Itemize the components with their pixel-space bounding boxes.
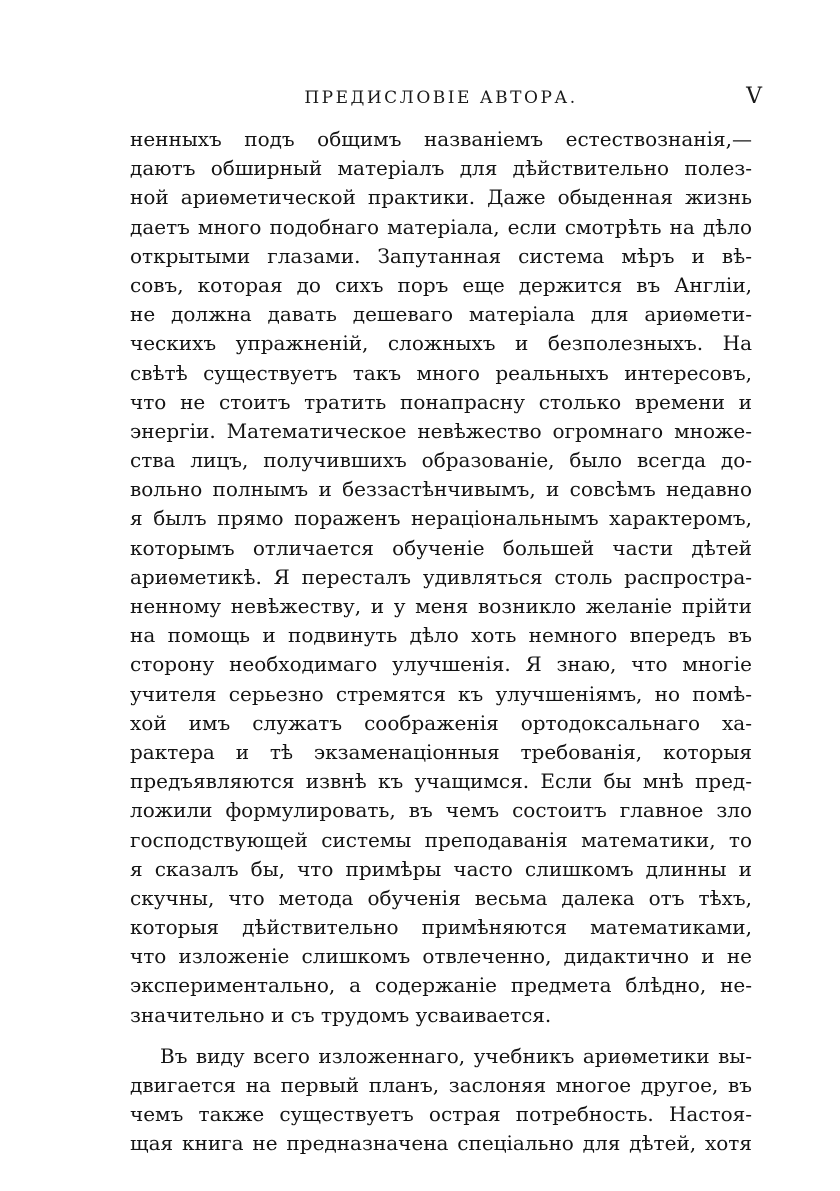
text-line: которыя дѣйствительно примѣняются математиками,	[130, 915, 752, 940]
text-line: свѣтѣ существуетъ такъ много реальныхъ интересовъ,	[130, 360, 752, 385]
text-line: чемъ также существуетъ острая потребность. Настоя-	[130, 1102, 752, 1127]
text-line: хой имъ служатъ соображенія ортодоксальнаго ха-	[130, 710, 752, 735]
text-line: ненныхъ подъ общимъ названіемъ естествознанія,—	[130, 127, 752, 151]
text-line: рактера и тѣ экзаменаціонныя требованія, которыя	[130, 739, 752, 764]
text-line: скучны, что метода обученія весьма далека отъ тѣхъ,	[130, 885, 752, 910]
text-line: совъ, которая до сихъ поръ еще держится въ Англіи,	[130, 272, 752, 297]
text-line: на помощь и подвинуть дѣло хоть немного впередъ въ	[130, 623, 752, 648]
text-line: не должна давать дешеваго матеріала для ариѳмети-	[130, 302, 752, 327]
text-line: ариѳметикѣ. Я пересталъ удивляться столь распростра-	[130, 564, 752, 589]
text-line: даютъ обширный матеріалъ для дѣйствительно полез-	[130, 156, 752, 181]
text-line: сторону необходимаго улучшенія. Я знаю, что многіе	[130, 652, 752, 677]
text-line: которымъ отличается обученіе большей части дѣтей	[130, 535, 752, 560]
body-text	[130, 125, 752, 1159]
page-header	[130, 84, 762, 114]
text-line: что не стоитъ тратить понапрасну столько времени и	[130, 389, 752, 414]
text-line: щая книга не предназначена спеціально для дѣтей, хотя	[130, 1131, 752, 1156]
paragraph	[130, 1042, 752, 1159]
text-line: господствующей системы преподаванія математики, то	[130, 827, 752, 852]
text-line: предъявляются извнѣ къ учащимся. Если бы мнѣ пред-	[130, 769, 752, 794]
text-line: вольно полнымъ и беззастѣнчивымъ, и совсѣмъ недавно	[130, 477, 752, 502]
text-line: ческихъ упражненій, сложныхъ и безполезныхъ. На	[130, 331, 752, 356]
page-number: V	[746, 84, 762, 109]
text-line: ной ариѳметической практики. Даже обыденная жизнь	[130, 185, 752, 210]
text-line: я былъ прямо пораженъ нераціональнымъ характеромъ,	[130, 506, 752, 531]
text-line: я сказалъ бы, что примѣры часто слишкомъ длинны и	[130, 856, 752, 881]
text-line: двигается на первый планъ, заслоняя многое другое, въ	[130, 1073, 752, 1097]
text-line: экспериментально, а содержаніе предмета блѣдно, не-	[130, 973, 752, 998]
text-line: ложили формулировать, въ чемъ состоитъ главное зло	[130, 798, 752, 823]
text-line: даетъ много подобнаго матеріала, если смотрѣть на дѣло	[130, 214, 752, 239]
text-line: энергіи. Математическое невѣжество огромнаго множе-	[130, 418, 752, 443]
text-line: значительно и съ трудомъ усваивается.	[130, 1002, 552, 1027]
text-line: учителя серьезно стремятся къ улучшеніямъ, но помѣ-	[130, 681, 752, 706]
paragraph-gap	[130, 1030, 752, 1042]
text-line: ства лицъ, получившихъ образованіе, было всегда до-	[130, 448, 752, 473]
text-line: ненному невѣжеству, и у меня возникло желаніе прійти	[130, 594, 752, 618]
text-line: Въ виду всего изложеннаго, учебникъ ариѳметики вы-	[160, 1043, 752, 1068]
text-line: открытыми глазами. Запутанная система мѣръ и вѣ-	[130, 243, 752, 268]
text-line: что изложеніе слишкомъ отвлеченно, дидактично и не	[130, 944, 752, 969]
running-head: ПРЕДИСЛОВІЕ АВТОРА.	[304, 88, 578, 108]
paragraph	[130, 125, 752, 1030]
